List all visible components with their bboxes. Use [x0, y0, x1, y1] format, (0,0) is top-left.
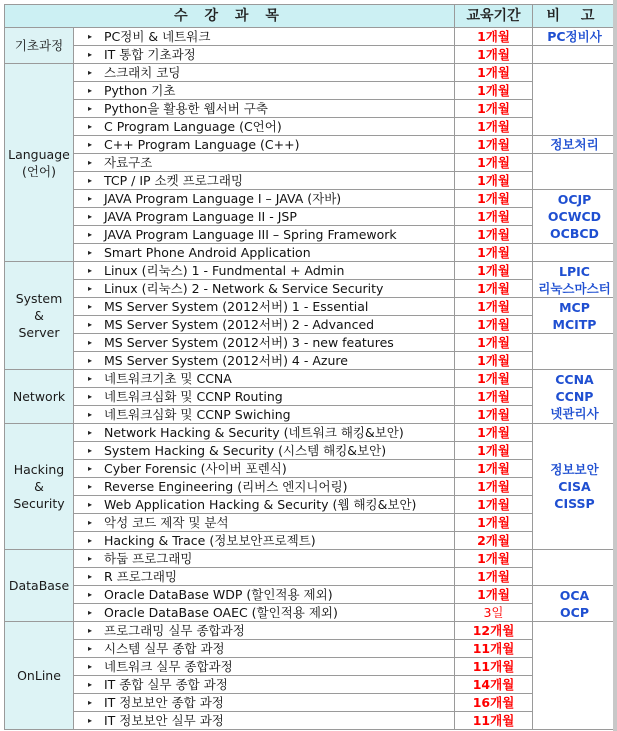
- course-duration: 1개월: [455, 460, 533, 478]
- course-label: 시스템 실무 종합 과정: [104, 641, 225, 656]
- course-name: [74, 118, 455, 136]
- bullet-arrow-icon: ▸: [88, 302, 93, 311]
- course-name: [74, 550, 455, 568]
- course-label: Python 기초: [104, 83, 176, 98]
- course-duration: 1개월: [455, 136, 533, 154]
- bullet-arrow-icon: ▸: [88, 464, 93, 473]
- bullet-arrow-icon: ▸: [88, 140, 93, 149]
- course-label: C Program Language (C언어): [104, 119, 282, 134]
- course-duration: 1개월: [455, 208, 533, 226]
- course-name: [74, 334, 455, 352]
- course-label: MS Server System (2012서버) 2 - Advanced: [104, 317, 375, 332]
- course-label: JAVA Program Language III – Spring Framework: [104, 227, 397, 242]
- note-empty: [533, 64, 617, 136]
- note-net: CCNA CCNP 넷관리사: [533, 370, 617, 424]
- course-label: Python을 활용한 웹서버 구축: [104, 101, 268, 116]
- note-empty: [533, 334, 617, 370]
- table-row: [5, 586, 617, 604]
- course-duration: 14개월: [455, 676, 533, 694]
- course-duration: 1개월: [455, 262, 533, 280]
- bullet-arrow-icon: ▸: [88, 356, 93, 365]
- bullet-arrow-icon: ▸: [88, 590, 93, 599]
- table-row: [5, 190, 617, 208]
- table-row: [5, 316, 617, 334]
- bullet-arrow-icon: ▸: [88, 248, 93, 257]
- bullet-arrow-icon: ▸: [88, 554, 93, 563]
- table-row: [5, 694, 617, 712]
- note-empty: [533, 622, 617, 730]
- course-name: [74, 208, 455, 226]
- course-label: IT 정보보안 실무 과정: [104, 713, 224, 728]
- header-note: 비 고: [533, 5, 617, 28]
- course-label: 프로그래밍 실무 종합과정: [104, 623, 245, 638]
- course-name: [74, 514, 455, 532]
- course-duration: 3일: [455, 604, 533, 622]
- course-label: C++ Program Language (C++): [104, 137, 300, 152]
- bullet-arrow-icon: ▸: [88, 230, 93, 239]
- header-course: 수 강 과 목: [5, 5, 455, 28]
- bullet-arrow-icon: ▸: [88, 716, 93, 725]
- category-basic: 기초과정: [5, 28, 74, 64]
- course-name: [74, 568, 455, 586]
- course-label: Hacking & Trace (정보보안프로젝트): [104, 533, 316, 548]
- course-duration: 12개월: [455, 622, 533, 640]
- table-row: [5, 568, 617, 586]
- course-duration: 1개월: [455, 388, 533, 406]
- category-online: OnLine: [5, 622, 74, 730]
- bullet-arrow-icon: ▸: [88, 428, 93, 437]
- bullet-arrow-icon: ▸: [88, 338, 93, 347]
- table-row: [5, 550, 617, 568]
- course-label: R 프로그래밍: [104, 569, 178, 584]
- table-row: [5, 676, 617, 694]
- table-row: [5, 352, 617, 370]
- note-oracle: OCA OCP: [533, 586, 617, 622]
- course-label: 네트워크심화 및 CCNP Swiching: [104, 407, 291, 422]
- table-row: [5, 514, 617, 532]
- course-name: [74, 622, 455, 640]
- course-name: [74, 658, 455, 676]
- course-label: 자료구조: [104, 155, 153, 170]
- course-name: [74, 298, 455, 316]
- course-duration: 1개월: [455, 46, 533, 64]
- course-name: [74, 190, 455, 208]
- course-name: [74, 676, 455, 694]
- course-label: TCP / IP 소켓 프로그래밍: [104, 173, 244, 188]
- course-name: [74, 370, 455, 388]
- course-duration: 1개월: [455, 118, 533, 136]
- table-row: [5, 622, 617, 640]
- table-row: [5, 712, 617, 730]
- note-info: 정보처리: [533, 136, 617, 154]
- note-pc: PC정비사: [533, 28, 617, 46]
- course-duration: 1개월: [455, 334, 533, 352]
- course-label: JAVA Program Language I – JAVA (자바): [104, 191, 342, 206]
- note-ms: MCP MCITP: [533, 298, 617, 334]
- course-label: MS Server System (2012서버) 1 - Essential: [104, 299, 369, 314]
- table-row: [5, 64, 617, 82]
- course-label: 네트워크 실무 종합과정: [104, 659, 233, 674]
- course-duration: 11개월: [455, 640, 533, 658]
- bullet-arrow-icon: ▸: [88, 536, 93, 545]
- table-row: [5, 280, 617, 298]
- course-label: PC정비 & 네트워크: [104, 29, 211, 44]
- course-duration: 1개월: [455, 64, 533, 82]
- course-duration: 2개월: [455, 532, 533, 550]
- note-empty: [533, 46, 617, 64]
- table-row: [5, 532, 617, 550]
- course-duration: 1개월: [455, 370, 533, 388]
- course-duration: 16개월: [455, 694, 533, 712]
- course-name: [74, 136, 455, 154]
- course-name: [74, 154, 455, 172]
- course-duration: 1개월: [455, 154, 533, 172]
- bullet-arrow-icon: ▸: [88, 626, 93, 635]
- bullet-arrow-icon: ▸: [88, 266, 93, 275]
- course-label: 스크래치 코딩: [104, 65, 181, 80]
- bullet-arrow-icon: ▸: [88, 500, 93, 509]
- header-row: [5, 5, 617, 28]
- bullet-arrow-icon: ▸: [88, 104, 93, 113]
- note-empty: [533, 244, 617, 262]
- table-row: [5, 154, 617, 172]
- bullet-arrow-icon: ▸: [88, 194, 93, 203]
- category-system: System & Server: [5, 262, 74, 370]
- course-duration: 1개월: [455, 226, 533, 244]
- course-duration: 1개월: [455, 406, 533, 424]
- course-label: MS Server System (2012서버) 3 - new features: [104, 335, 394, 350]
- table-row: [5, 370, 617, 388]
- course-name: [74, 406, 455, 424]
- course-name: [74, 352, 455, 370]
- table-row: [5, 334, 617, 352]
- course-label: Cyber Forensic (사이버 포렌식): [104, 461, 287, 476]
- course-duration: 1개월: [455, 172, 533, 190]
- course-name: [74, 604, 455, 622]
- course-label: Smart Phone Android Application: [104, 245, 311, 260]
- table-row: [5, 208, 617, 226]
- course-duration: 1개월: [455, 190, 533, 208]
- note-empty: [533, 550, 617, 586]
- course-name: [74, 532, 455, 550]
- header-duration: 교육기간: [455, 5, 533, 28]
- course-duration: 1개월: [455, 298, 533, 316]
- bullet-arrow-icon: ▸: [88, 608, 93, 617]
- course-label: IT 종합 실무 종합 과정: [104, 677, 228, 692]
- bullet-arrow-icon: ▸: [88, 410, 93, 419]
- note-linux: LPIC 리눅스마스터: [533, 262, 617, 298]
- curriculum-table: [4, 4, 617, 730]
- course-duration: 1개월: [455, 442, 533, 460]
- course-duration: 1개월: [455, 514, 533, 532]
- course-label: 네트워크기초 및 CCNA: [104, 371, 232, 386]
- table-row: [5, 100, 617, 118]
- note-java: OCJP OCWCD OCBCD: [533, 190, 617, 244]
- course-duration: 1개월: [455, 316, 533, 334]
- course-label: Oracle DataBase WDP (할인적용 제외): [104, 587, 333, 602]
- course-duration: 1개월: [455, 550, 533, 568]
- course-label: MS Server System (2012서버) 4 - Azure: [104, 353, 348, 368]
- table-row: [5, 496, 617, 514]
- bullet-arrow-icon: ▸: [88, 122, 93, 131]
- bullet-arrow-icon: ▸: [88, 662, 93, 671]
- course-label: System Hacking & Security (시스템 해킹&보안): [104, 443, 387, 458]
- course-duration: 1개월: [455, 244, 533, 262]
- table-row: [5, 460, 617, 478]
- bullet-arrow-icon: ▸: [88, 446, 93, 455]
- course-name: [74, 694, 455, 712]
- course-name: [74, 82, 455, 100]
- course-name: [74, 226, 455, 244]
- note-sec: 정보보안 CISA CISSP: [533, 424, 617, 550]
- table-row: [5, 82, 617, 100]
- course-label: JAVA Program Language II - JSP: [104, 209, 297, 224]
- course-label: 하둡 프로그래밍: [104, 551, 193, 566]
- bullet-arrow-icon: ▸: [88, 176, 93, 185]
- course-label: 네트워크심화 및 CCNP Routing: [104, 389, 283, 404]
- bullet-arrow-icon: ▸: [88, 698, 93, 707]
- bullet-arrow-icon: ▸: [88, 158, 93, 167]
- course-name: [74, 460, 455, 478]
- course-name: [74, 712, 455, 730]
- course-label: Reverse Engineering (리버스 엔지니어링): [104, 479, 348, 494]
- course-duration: 1개월: [455, 28, 533, 46]
- course-duration: 1개월: [455, 100, 533, 118]
- bullet-arrow-icon: ▸: [88, 50, 93, 59]
- course-name: [74, 46, 455, 64]
- course-duration: 1개월: [455, 280, 533, 298]
- bullet-arrow-icon: ▸: [88, 212, 93, 221]
- table-row: [5, 658, 617, 676]
- course-duration: 1개월: [455, 82, 533, 100]
- course-label: Linux (리눅스) 1 - Fundmental + Admin: [104, 263, 345, 278]
- category-language: Language (언어): [5, 64, 74, 262]
- course-label: IT 통합 기초과정: [104, 47, 196, 62]
- bullet-arrow-icon: ▸: [88, 68, 93, 77]
- course-name: [74, 496, 455, 514]
- course-duration: 1개월: [455, 586, 533, 604]
- bullet-arrow-icon: ▸: [88, 392, 93, 401]
- table-row: [5, 604, 617, 622]
- course-name: [74, 172, 455, 190]
- course-duration: 11개월: [455, 658, 533, 676]
- note-empty: [533, 154, 617, 190]
- course-duration: 1개월: [455, 496, 533, 514]
- bullet-arrow-icon: ▸: [88, 86, 93, 95]
- course-label: Network Hacking & Security (네트워크 해킹&보안): [104, 425, 404, 440]
- course-label: Linux (리눅스) 2 - Network & Service Security: [104, 281, 384, 296]
- category-hacking: Hacking & Security: [5, 424, 74, 550]
- course-label: Oracle DataBase OAEC (할인적용 제외): [104, 605, 338, 620]
- bullet-arrow-icon: ▸: [88, 284, 93, 293]
- course-duration: 1개월: [455, 352, 533, 370]
- bullet-arrow-icon: ▸: [88, 572, 93, 581]
- course-name: [74, 100, 455, 118]
- bullet-arrow-icon: ▸: [88, 32, 93, 41]
- table-row: [5, 424, 617, 442]
- course-name: [74, 316, 455, 334]
- course-label: Web Application Hacking & Security (웹 해킹&보안): [104, 497, 417, 512]
- table-row: [5, 262, 617, 280]
- bullet-arrow-icon: ▸: [88, 320, 93, 329]
- table-row: [5, 640, 617, 658]
- course-name: [74, 586, 455, 604]
- table-row: [5, 46, 617, 64]
- course-duration: 1개월: [455, 424, 533, 442]
- table-row: [5, 136, 617, 154]
- bullet-arrow-icon: ▸: [88, 518, 93, 527]
- course-duration: 1개월: [455, 478, 533, 496]
- table-row: [5, 478, 617, 496]
- course-name: [74, 478, 455, 496]
- table-row: [5, 388, 617, 406]
- table-row: [5, 244, 617, 262]
- category-network: Network: [5, 370, 74, 424]
- table-row: [5, 226, 617, 244]
- table-row: [5, 28, 617, 46]
- course-name: [74, 640, 455, 658]
- course-name: [74, 280, 455, 298]
- bullet-arrow-icon: ▸: [88, 374, 93, 383]
- course-label: IT 정보보안 종합 과정: [104, 695, 224, 710]
- table-row: [5, 118, 617, 136]
- course-label: 악성 코드 제작 및 분석: [104, 515, 229, 530]
- course-name: [74, 28, 455, 46]
- course-name: [74, 64, 455, 82]
- bullet-arrow-icon: ▸: [88, 644, 93, 653]
- course-name: [74, 424, 455, 442]
- table-row: [5, 442, 617, 460]
- course-duration: 11개월: [455, 712, 533, 730]
- course-name: [74, 388, 455, 406]
- course-name: [74, 442, 455, 460]
- table-row: [5, 298, 617, 316]
- table-row: [5, 406, 617, 424]
- bullet-arrow-icon: ▸: [88, 482, 93, 491]
- bullet-arrow-icon: ▸: [88, 680, 93, 689]
- window-edge: [613, 0, 617, 731]
- course-name: [74, 262, 455, 280]
- course-duration: 1개월: [455, 568, 533, 586]
- table-row: [5, 172, 617, 190]
- category-database: DataBase: [5, 550, 74, 622]
- course-name: [74, 244, 455, 262]
